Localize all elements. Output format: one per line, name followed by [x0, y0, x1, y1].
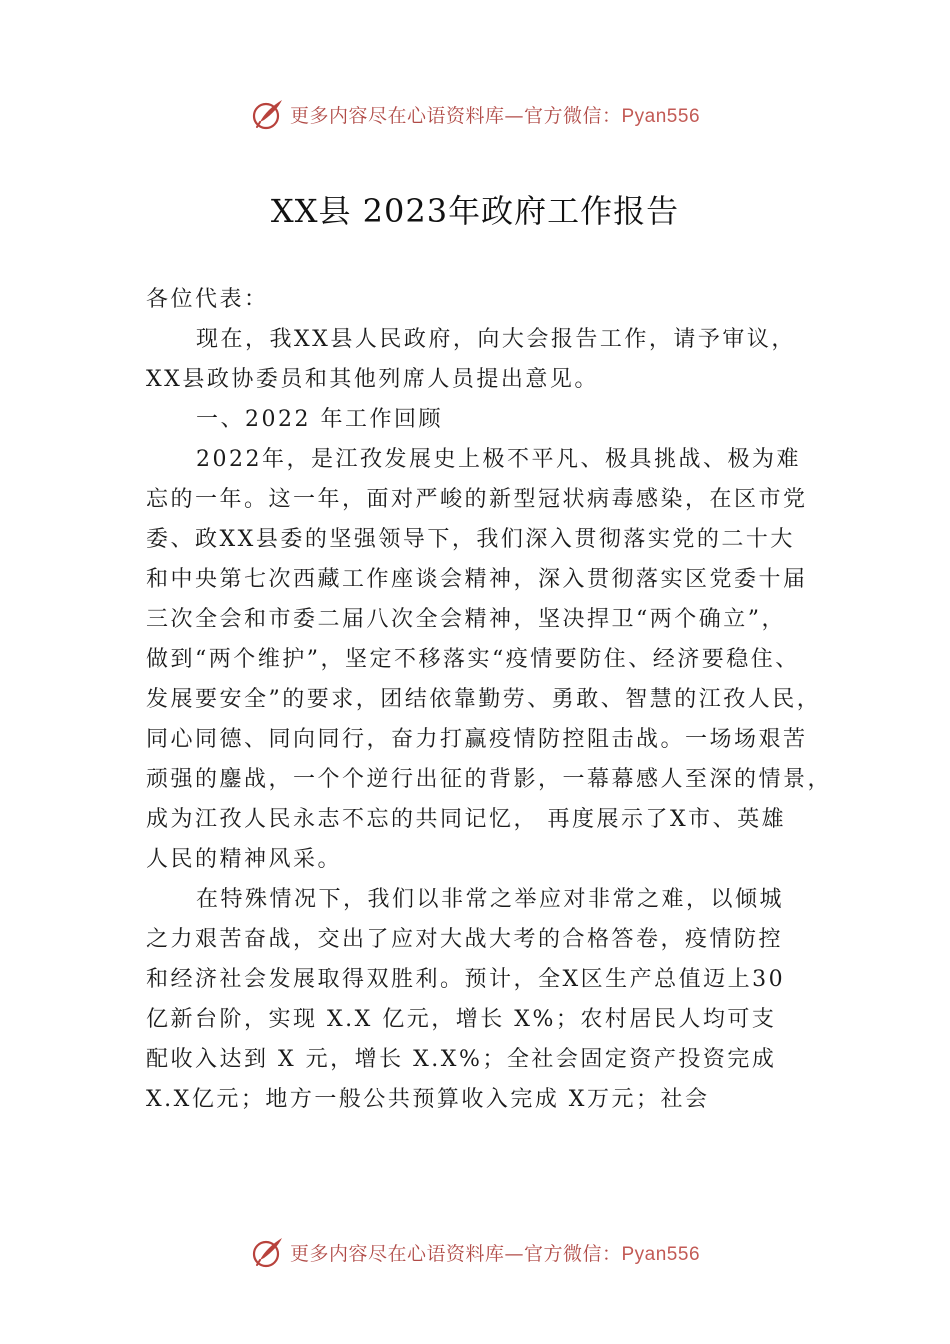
footer-banner: [0, 1232, 950, 1272]
text-line: 和经济社会发展取得双胜利。预计，全X区生产总值迈上30: [146, 967, 786, 992]
text-line: 现在，我XX县人民政府，向大会报告工作，请予审议，: [196, 327, 796, 352]
text-line: 亿新台阶，实现 X.X 亿元，增长 X%；农村居民人均可支: [146, 1007, 777, 1032]
text-line: XX县政协委员和其他列席人员提出意见。: [146, 367, 599, 392]
text-line: X.X亿元；地方一般公共预算收入完成 X万元；社会: [146, 1087, 710, 1112]
text-line: 和中央第七次西藏工作座谈会精神，深入贯彻落实区党委十届: [146, 567, 808, 592]
header-banner: [0, 94, 950, 134]
text-line: 之力艰苦奋战，交出了应对大战大考的合格答卷，疫情防控: [146, 927, 784, 952]
text-line: 顽强的鏖战，一个个逆行出征的背影，一幕幕感人至深的情景，: [146, 767, 833, 792]
text-line: 做到“两个维护”，坚定不移落实“疫情要防住、经济要稳住、: [146, 647, 800, 672]
text-line: 忘的一年。这一年，面对严峻的新型冠状病毒感染，在区市党: [146, 487, 808, 512]
text-line: 发展要安全”的要求，团结依靠勤劳、勇敢、智慧的江孜人民，: [146, 687, 822, 712]
text-line: 在特殊情况下，我们以非常之举应对非常之难，以倾城: [196, 887, 785, 912]
text-line: 人民的精神风采。: [146, 847, 343, 872]
document-body: [146, 280, 846, 1120]
wechat-id: Pyan556: [621, 105, 701, 127]
quill-pen-logo-icon: [250, 96, 286, 132]
text-line: 配收入达到 X 元，增长 X.X%；全社会固定资产投资完成: [146, 1047, 777, 1072]
text-line: 各位代表：: [146, 287, 269, 312]
text-line: 一、2022 年工作回顾: [196, 407, 443, 432]
text-line: 同心同德、同向同行，奋力打赢疫情防控阻击战。一场场艰苦: [146, 727, 808, 752]
banner-text: 更多内容尽在心语资料库—官方微信：Pyan556: [289, 1242, 701, 1265]
text-line: 成为江孜人民永志不忘的共同记忆， 再度展示了X市、英雄: [146, 807, 787, 832]
wechat-id: Pyan556: [621, 1243, 701, 1265]
page-title: XX县 2023年政府工作报告: [270, 192, 680, 230]
text-line: 委、政XX县委的坚强领导下，我们深入贯彻落实党的二十大: [146, 527, 795, 552]
quill-pen-logo-icon: [250, 1234, 286, 1270]
text-line: 三次全会和市委二届八次全会精神，坚决捍卫“两个确立”，: [146, 607, 786, 632]
banner-text: 更多内容尽在心语资料库—官方微信：Pyan556: [289, 104, 701, 127]
text-line: 2022年，是江孜发展史上极不平凡、极具挑战、极为难: [196, 447, 801, 472]
